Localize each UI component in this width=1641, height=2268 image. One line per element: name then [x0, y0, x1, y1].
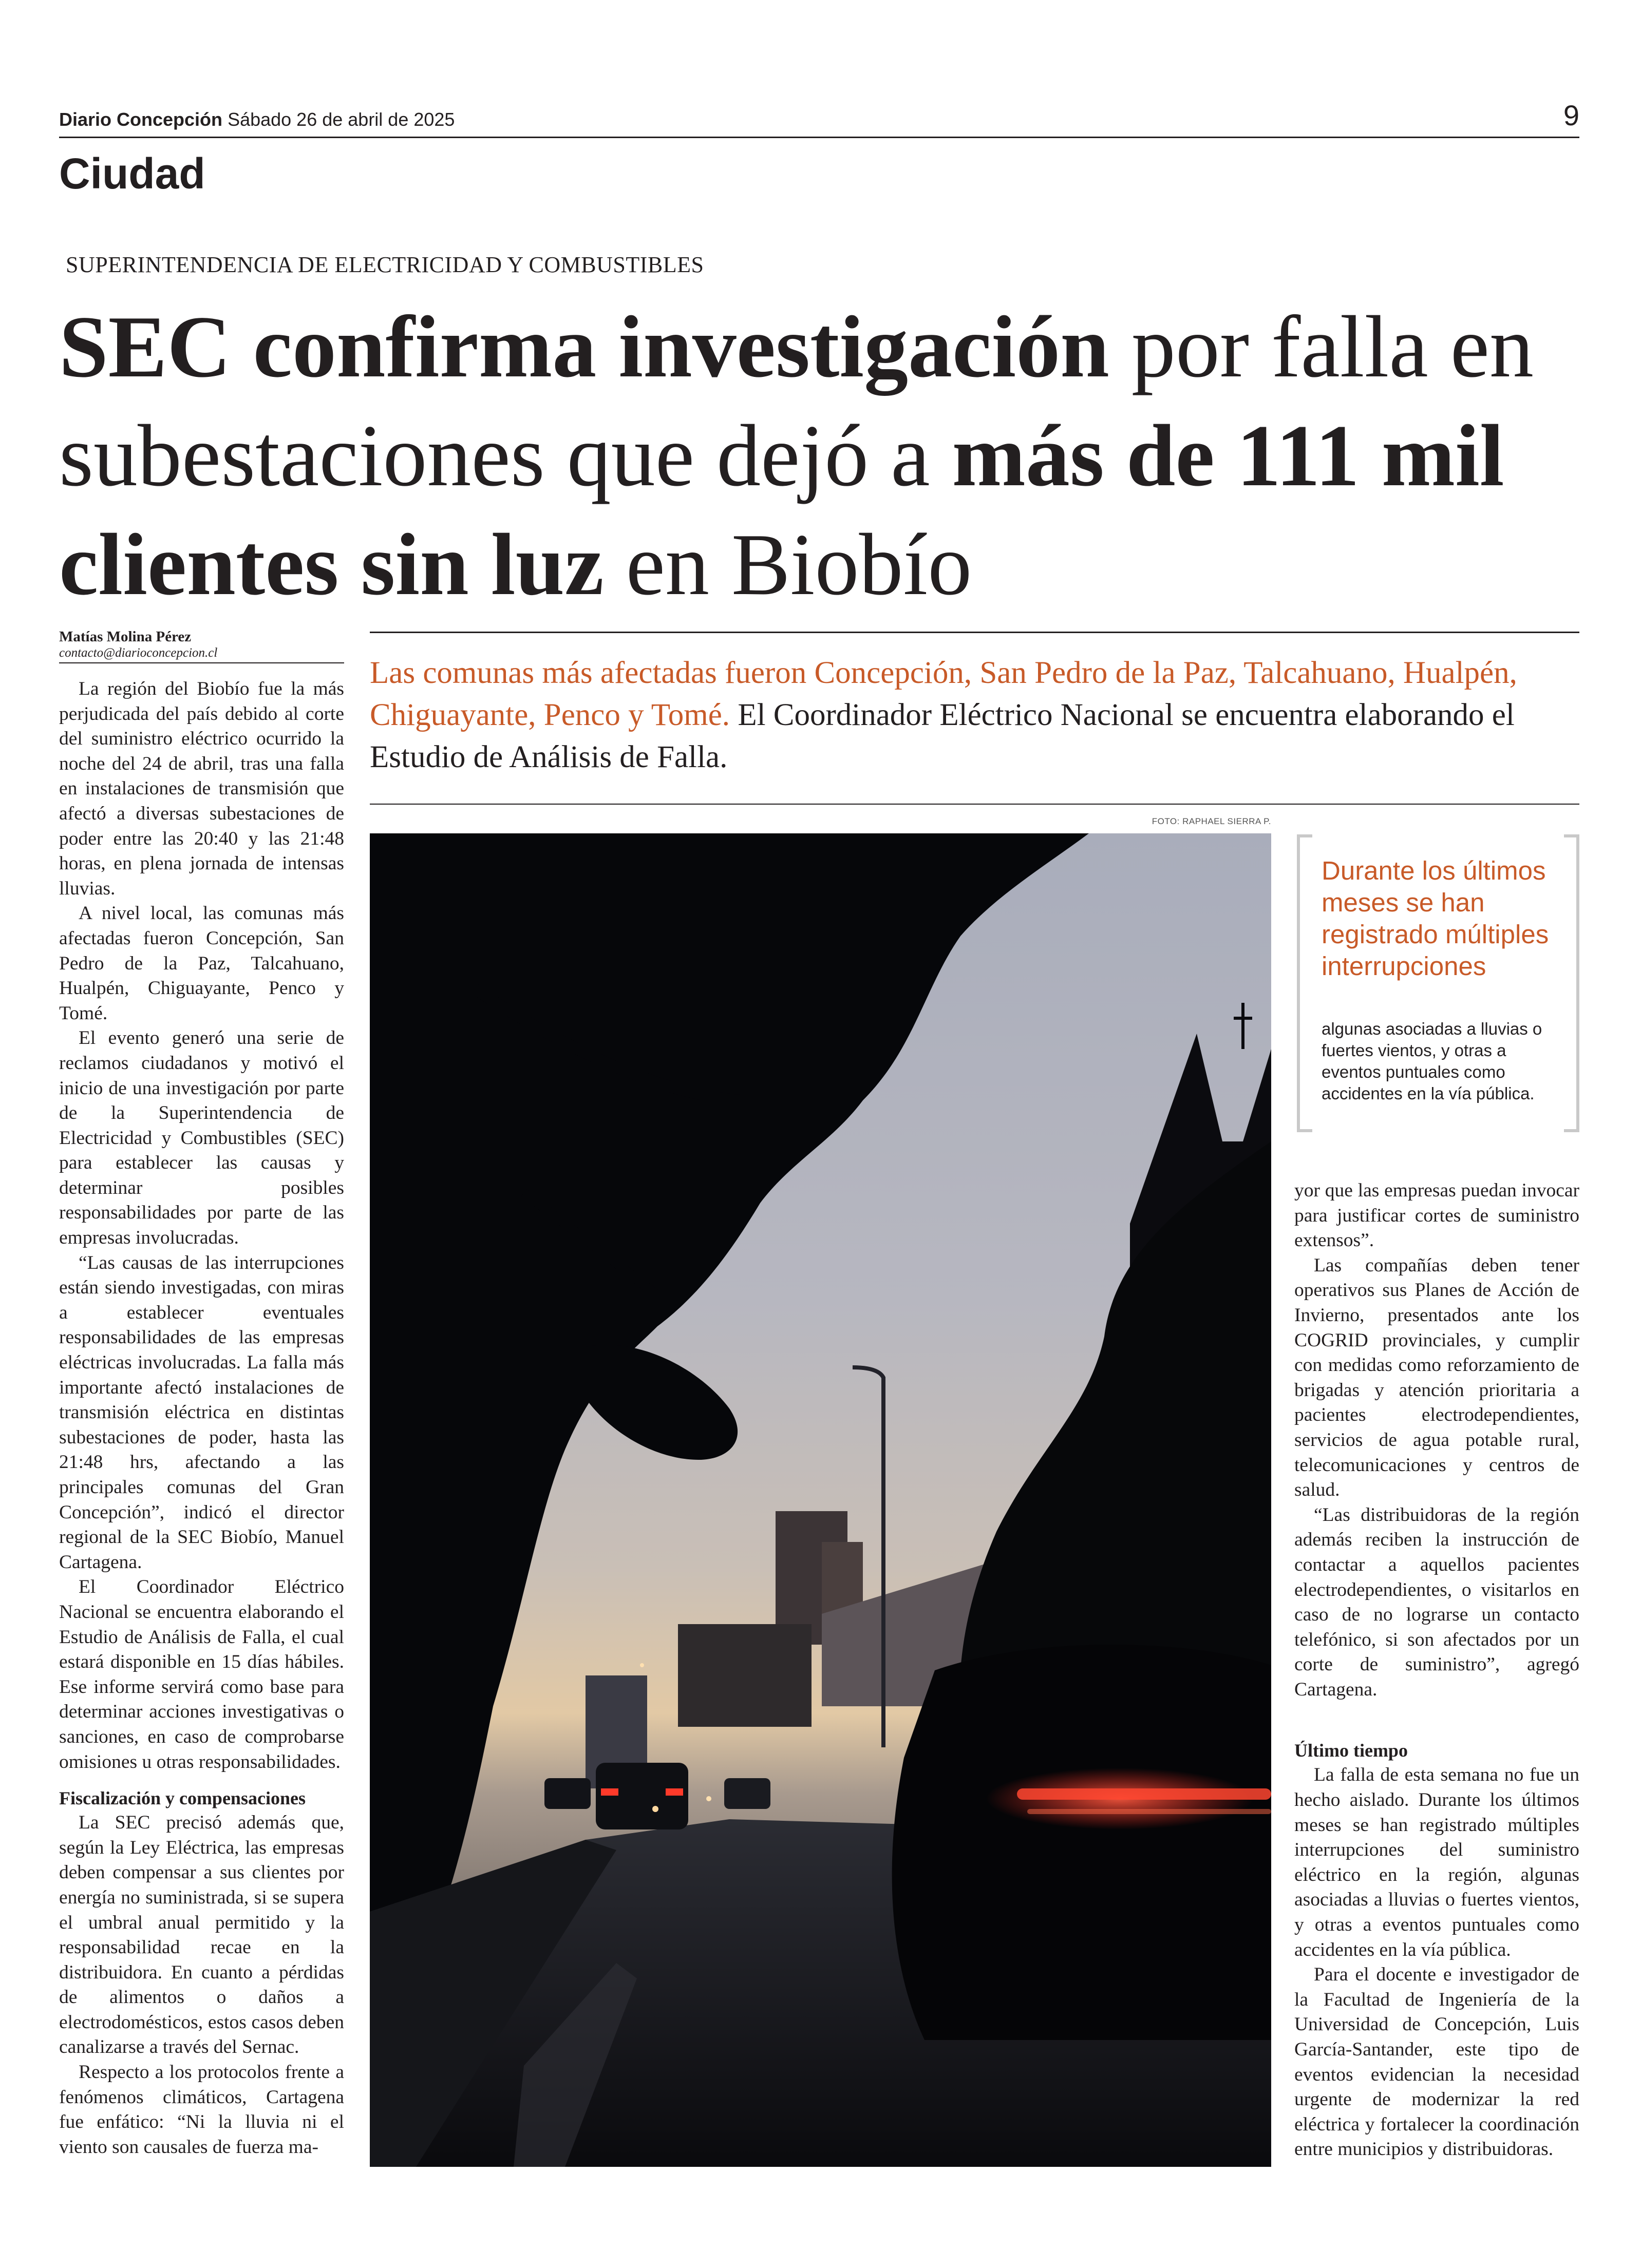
- body-paragraph: Las compañías deben tener operativos sus Planes de Acción de Invierno, presentados ante los COGRID provinciales, y cumplir con medidas como reforzamiento de brigadas y atención prioritaria a pacientes electrodependientes, servicios de agua potable rural, telecomunicaciones y centros de salud.: [1294, 1254, 1579, 1501]
- street-dusk-photo: [370, 833, 1271, 2167]
- article-photo: [370, 833, 1271, 2167]
- masthead-date-line: [59, 109, 455, 130]
- body-paragraph: Respecto a los protocolos frente a fenómenos climáticos, Cartagena fue enfático: “Ni la lluvia ni el viento son causales de fuerza ma-: [59, 2062, 344, 2158]
- article-kicker: SUPERINTENDENCIA DE ELECTRICIDAD Y COMBUSTIBLES: [66, 252, 704, 277]
- pull-quote-left-bracket: [1297, 834, 1312, 1132]
- deck-top-rule: [370, 632, 1579, 633]
- body-subheading: Fiscalización y compensaciones: [59, 1788, 306, 1809]
- body-paragraph: El Coordinador Eléctrico Nacional se encuentra elaborando el Estudio de Análisis de Falla, el cual estará disponible en 15 días hábiles. Ese informe servirá como base para determinar acciones investigativas o sanciones, en caso de comprobarse omisiones u otras responsabilidades.: [59, 1576, 344, 1773]
- headline-segment: más de 111 mil clientes sin luz: [59, 407, 1504, 614]
- pull-quote-body: algunas asociadas a lluvias o fuertes vientos, y otras a eventos puntuales como accidentes en la vía pública.: [1322, 1019, 1542, 1103]
- headline-segment: SEC confirma investigación: [59, 298, 1109, 396]
- byline-rule: [59, 662, 344, 663]
- pull-quote-box: [1297, 834, 1579, 1132]
- article-body-column-1: [59, 677, 344, 2158]
- article-body-column-3: [1294, 1178, 1579, 2169]
- issue-date: Sábado 26 de abril de 2025: [228, 109, 455, 130]
- body-paragraph: La región del Biobío fue la más perjudicada del país debido al corte del suministro eléctrico ocurrido la noche del 24 de abril, tras una falla en instalaciones de transmisión que afectó a diversas subestaciones de poder entre las 20:40 y las 21:48 horas, en plena jornada de intensas lluvias.: [59, 678, 344, 899]
- author-email[interactable]: contacto@diarioconcepcion.cl: [59, 646, 218, 660]
- body-paragraph: El evento generó una serie de reclamos ciudadanos y motivó el inicio de una investigación por parte de la Superintendencia de Electricidad y Combustibles (SEC) para establecer las causas y determinar posibles responsabilidades por parte de las empresas involucradas.: [59, 1027, 344, 1249]
- deck-text: El Coordinador Eléctrico Nacional se encuentra elaborando el Estudio de Análisis de Falla.: [370, 698, 1515, 774]
- paragraph-gap: [1294, 1702, 1579, 1727]
- author-byline: Matías Molina Pérez: [59, 628, 192, 645]
- body-paragraph: yor que las empresas puedan invocar para justificar cortes de suministro extensos”.: [1294, 1180, 1579, 1251]
- section-title: Ciudad: [59, 149, 205, 198]
- article-deck: [370, 652, 1579, 778]
- header-rule: [59, 137, 1579, 138]
- headline-segment: por falla en subestaciones que dejó a: [59, 298, 1534, 505]
- body-paragraph: La SEC precisó además que, según la Ley Eléctrica, las empresas deben compensar a sus clientes por energía no suministrada, si se supera el umbral anual permitido y la responsabilidad recae en la distribuidora. En cuanto a pérdidas de alimentos o daños a electrodomésticos, estos casos deben canalizarse a través del Sernac.: [59, 1812, 344, 2058]
- page-number: 9: [1563, 99, 1579, 131]
- body-subheading: Último tiempo: [1294, 1740, 1408, 1761]
- body-paragraph: “Las causas de las interrupciones están siendo investigadas, con miras a establecer eventuales responsabilidades de las empresas eléctricas involucradas. La falla más importante afectó instalaciones de transmisión eléctrica en distintas subestaciones de poder, hasta las 21:48 hrs, afectando a las principales comunas del Gran Concepción”, indicó el director regional de la SEC Biobío, Manuel Cartagena.: [59, 1252, 344, 1573]
- body-paragraph: La falla de esta semana no fue un hecho aislado. Durante los últimos meses se han registrado múltiples interrupciones del suministro eléctrico en la región, algunas asociadas a lluvias o fuertes vientos, y otras a eventos puntuales como accidentes en la vía pública.: [1294, 1764, 1579, 1960]
- pull-quote-right-bracket: [1564, 834, 1579, 1132]
- body-paragraph: Para el docente e investigador de la Facultad de Ingeniería de la Universidad de Concepción, Luis García-Santander, este tipo de eventos evidencian la necesidad urgente de modernizar la red eléctrica y fortalecer la coordinación entre municipios y distribuidoras.: [1294, 1964, 1579, 2160]
- deck-bottom-rule: [370, 804, 1579, 805]
- pull-quote-title: Durante los últimos meses se han registrado múltiples interrupciones: [1322, 856, 1549, 981]
- article-headline: [59, 293, 1590, 619]
- photo-credit: FOTO: RAPHAEL SIERRA P.: [1152, 816, 1271, 826]
- deck-highlight: Las comunas más afectadas fueron Concepción, San Pedro de la Paz, Talcahuano, Hualpén, Chiguayante, Penco y Tomé.: [370, 656, 1517, 732]
- body-paragraph: “Las distribuidoras de la región además reciben la instrucción de contactar a aquellos pacientes electrodependientes, o visitarlos en caso de no lograrse un contacto telefónico, si son afectados por un corte de suministro”, agregó Cartagena.: [1294, 1504, 1579, 1700]
- newspaper-name: Diario Concepción: [59, 109, 223, 130]
- body-paragraph: A nivel local, las comunas más afectadas fueron Concepción, San Pedro de la Paz, Talcahuano, Hualpén, Chiguayante, Penco y Tomé.: [59, 903, 344, 1024]
- headline-segment: en Biobío: [603, 516, 972, 614]
